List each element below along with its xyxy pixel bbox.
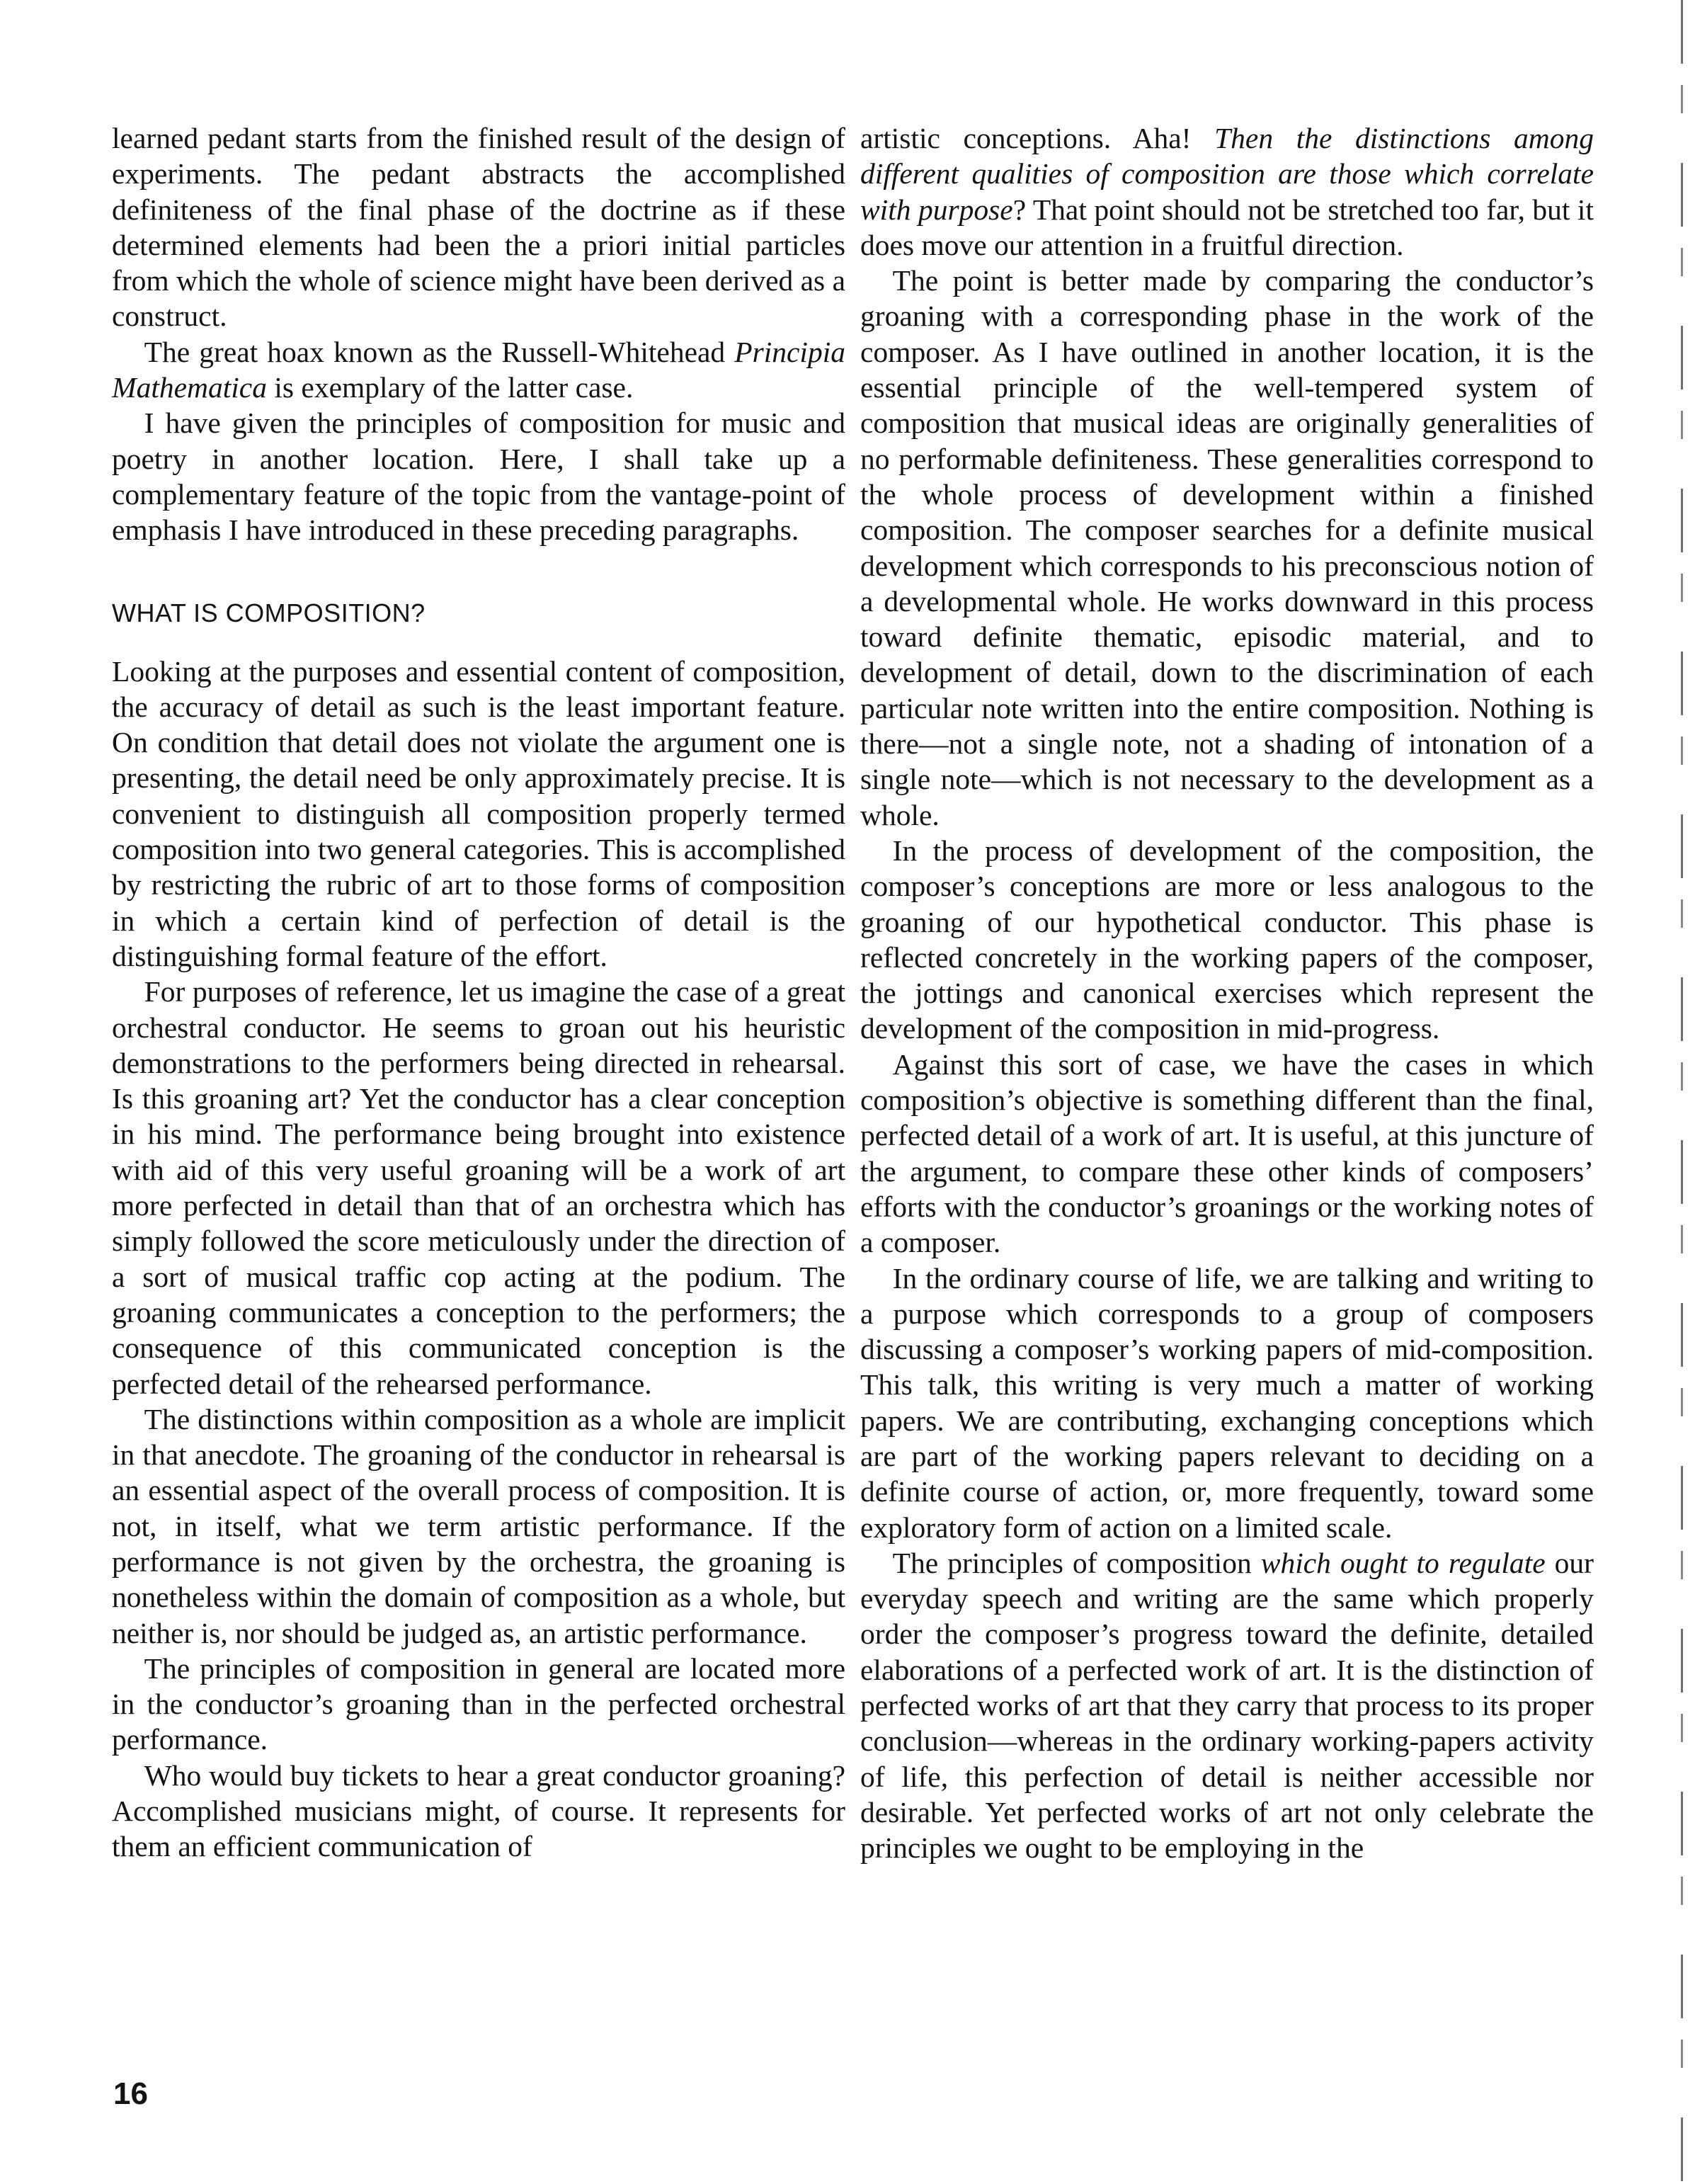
right-column	[860, 120, 1594, 1866]
paragraph: In the ordinary course of life, we are talking and writing to a purpose which corresponds to a group of composers discussing a composer’s working papers of mid-composition. This talk, this writing is very much a matter of working papers. We are contributing, exchanging conceptions which are part of the working papers relevant to deciding on a definite course of action, or, more frequently, toward some exploratory form of action on a limited scale.	[860, 1261, 1594, 1544]
paragraph-text: ? That point should not be stretched too far, but it does move our attention in a fruitful direction.	[860, 193, 1594, 261]
paragraph-text: The principles of composition	[892, 1546, 1261, 1579]
paragraph: I have given the principles of composition for music and poetry in another location. Here, I shall take up a complementary feature of the topic from the vantage-point of emphasis I have introduced in these preceding paragraphs.	[112, 406, 845, 547]
paragraph-text: The great hoax known as the Russell-Whitehead	[144, 335, 735, 368]
paragraph: Against this sort of case, we have the cases in which composition’s objective is something different than the final, perfected detail of a work of art. It is useful, at this juncture of the argument, to compare these other kinds of composers’ efforts with the conductor’s groanings or the working notes of a composer.	[860, 1047, 1594, 1259]
scan-edge-line	[1681, 0, 1683, 2184]
page-number: 16	[113, 2076, 148, 2111]
paragraph	[112, 334, 845, 406]
paragraph-text: is exemplary of the latter case.	[266, 371, 634, 404]
paragraph	[860, 120, 1594, 263]
paragraph: Who would buy tickets to hear a great conductor groaning? Accomplished musicians might, of course. It represents for them an efficient communication of	[112, 1758, 845, 1863]
paragraph-text: artistic conceptions. Aha!	[860, 122, 1215, 154]
paragraph: learned pedant starts from the finished result of the design of experiments. The pedant abstracts the accomplished definiteness of the final phase of the doctrine as if these determined elements had been the a priori initial particles from which the whole of science might have been derived as a construct.	[112, 122, 845, 333]
left-column	[112, 120, 845, 1865]
paragraph	[860, 1545, 1594, 1866]
paragraph: In the process of development of the composition, the composer’s conceptions are more or less analogous to the groaning of our hypothetical conductor. This phase is reflected concretely in the working papers of the composer, the jottings and canonical exercises which represent the development of the composition in mid-progress.	[860, 834, 1594, 1045]
book-title: Principia Mathematica	[112, 335, 845, 404]
paragraph: The principles of composition in general are located more in the conductor’s groaning than in the perfected orchestral performance.	[112, 1651, 845, 1756]
paragraph-text: our everyday speech and writing are the same which properly order the composer’s progress toward the definite, detailed elaborations of a perfected work of art. It is the distinction of perfected works of art that they carry that process to its proper conclusion—whereas in the ordinary working-papers activity of life, this perfection of detail is neither accessible nor desirable. Yet perfected works of art not only celebrate the principles we ought to be employing in the	[860, 1546, 1594, 1865]
emphasis: which ought to regulate	[1260, 1546, 1546, 1579]
section-heading: WHAT IS COMPOSITION?	[112, 598, 426, 627]
paragraph: For purposes of reference, let us imagine the case of a great orchestral conductor. He seems to groan out his heuristic demonstrations to the performers being directed in rehearsal. Is this groaning art? Yet the conductor has a clear conception in his mind. The performance being brought into existence with aid of this very useful groaning will be a work of art more perfected in detail than that of an orchestra which has simply followed the score meticulously under the direction of a sort of musical traffic cop acting at the podium. The groaning communicates a conception to the performers; the consequence of this communicated conception is the perfected detail of the rehearsed performance.	[112, 975, 845, 1400]
emphasis: Then the distinctions among different qualities of composition are those which correlate with purpose	[860, 122, 1594, 226]
paragraph: The distinctions within composition as a whole are implicit in that anecdote. The groaning of the conductor in rehearsal is an essential aspect of the overall process of composition. It is not, in itself, what we term artistic performance. If the performance is not given by the orchestra, the groaning is nonetheless within the domain of composition as a whole, but neither is, nor should be judged as, an artistic performance.	[112, 1402, 845, 1649]
paragraph: Looking at the purposes and essential content of composition, the accuracy of detail as such is the least important feature. On condition that detail does not violate the argument one is presenting, the detail need be only approximately precise. It is convenient to distinguish all composition properly termed composition into two general categories. This is accomplished by restricting the rubric of art to those forms of composition in which a certain kind of perfection of detail is the distinguishing formal feature of the effort.	[112, 654, 845, 972]
paragraph: The point is better made by comparing the conductor’s groaning with a corresponding phase in the work of the composer. As I have outlined in another location, it is the essential principle of the well-tempered system of composition that musical ideas are originally generalities of no performable definiteness. These generalities correspond to the whole process of development within a finished composition. The composer searches for a definite musical development which corresponds to his preconscious notion of a developmental whole. He works downward in this process toward definite thematic, episodic material, and to development of detail, down to the discrimination of each particular note written into the entire composition. Nothing is there—not a single note, not a shading of intonation of a single note—which is not necessary to the development as a whole.	[860, 264, 1594, 831]
